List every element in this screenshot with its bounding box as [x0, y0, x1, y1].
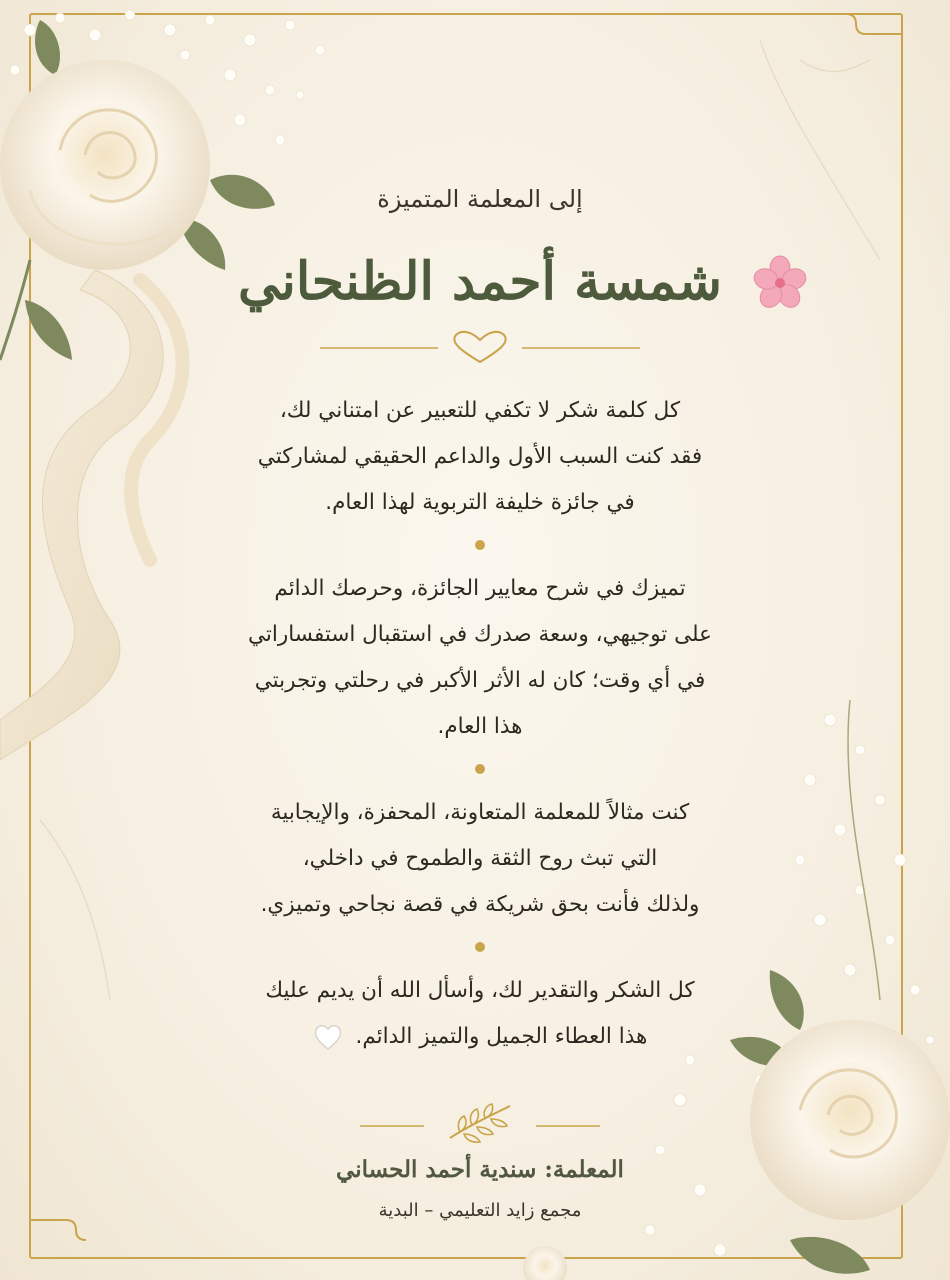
card-content: [180, 160, 780, 1226]
message-paragraph-3: كنت مثالاً للمعلمة المتعاونة، المحفزة، والإيجابية التي تبث روح الثقة والطموح في داخلي، ولذلك فأنت بحق شريكة في قصة نجاحي وتميزي.: [260, 800, 700, 917]
white-rose-top: [0, 60, 210, 270]
message-paragraph-4: كل الشكر والتقدير لك، وأسأل الله أن يديم عليك هذا العطاء الجميل والتميز الدائم.: [265, 978, 695, 1049]
pink-flower-icon: [750, 252, 810, 312]
olive-branch-icon: [360, 1100, 600, 1144]
recipient-label: إلى المعلمة المتميزة: [377, 185, 583, 213]
white-heart-icon: [313, 1023, 343, 1051]
recipient-name-row: [180, 242, 780, 322]
heart-outline-icon: [320, 328, 640, 368]
message-paragraph-2: تميزك في شرح معايير الجائزة، وحرصك الدائم على توجيهي، وسعة صدرك في استقبال استفساراتي في أي وقت؛ كان له الأثر الأكبر في رحلتي وتجربتي هذا العام.: [247, 576, 712, 739]
gold-dot-separator: [475, 540, 485, 550]
sender-name: المعلمة: سندية أحمد الحساني: [336, 1156, 624, 1183]
message-paragraph-1: كل كلمة شكر لا تكفي للتعبير عن امتناني لك، فقد كنت السبب الأول والداعم الحقيقي لمشاركتي في جائزة خليفة التربوية لهذا العام.: [257, 398, 703, 515]
school-name: مجمع زايد التعليمي – البدية: [378, 1200, 582, 1221]
gold-dot-separator: [475, 942, 485, 952]
gold-dot-separator: [475, 764, 485, 774]
recipient-name: شمسة أحمد الظنحاني: [238, 251, 722, 312]
